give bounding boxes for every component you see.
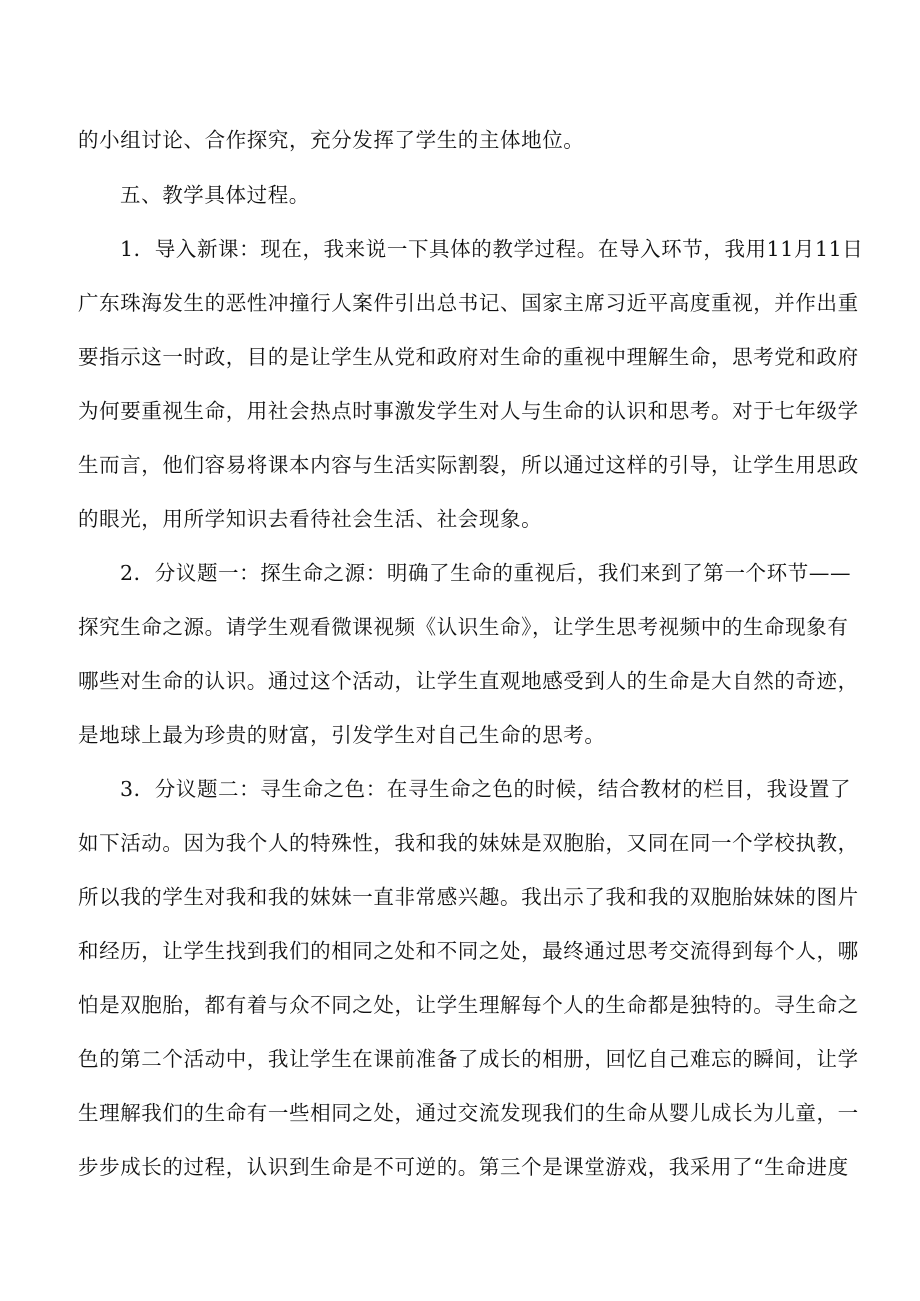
paragraph-line: 的眼光，用所学知识去看待社会生活、社会现象。	[78, 507, 543, 531]
paragraph-line: 1．导入新课：现在，我来说一下具体的教学过程。在导入环节，我用11月11日	[120, 237, 864, 261]
paragraph-line: 如下活动。因为我个人的特殊性，我和我的妹妹是双胞胎，又同在同一个学校执教，	[78, 831, 859, 855]
paragraph-line: 探究生命之源。请学生观看微课视频《认识生命》，让学生思考视频中的生命现象有	[78, 615, 849, 639]
paragraph-line: 为何要重视生命，用社会热点时事激发学生对人与生命的认识和思考。对于七年级学	[78, 399, 859, 423]
paragraph-line: 哪些对生命的认识。通过这个活动，让学生直观地感受到人的生命是大自然的奇迹，	[78, 669, 859, 693]
paragraph-line: 怕是双胞胎，都有着与众不同之处，让学生理解每个人的生命都是独特的。寻生命之	[78, 993, 859, 1017]
section-heading: 五、教学具体过程。	[120, 183, 310, 207]
paragraph-line: 和经历，让学生找到我们的相同之处和不同之处，最终通过思考交流得到每个人，哪	[78, 939, 859, 963]
paragraph-line: 生理解我们的生命有一些相同之处，通过交流发现我们的生命从婴儿成长为儿童，一	[78, 1101, 859, 1125]
paragraph-line: 广东珠海发生的恶性冲撞行人案件引出总书记、国家主席习近平高度重视，并作出重	[78, 291, 859, 315]
paragraph-line: 生而言，他们容易将课本内容与生活实际割裂，所以通过这样的引导，让学生用思政	[78, 453, 859, 477]
paragraph-line: 要指示这一时政，目的是让学生从党和政府对生命的重视中理解生命，思考党和政府	[78, 345, 859, 369]
paragraph-line: 是地球上最为珍贵的财富，引发学生对自己生命的思考。	[78, 723, 606, 747]
paragraph-line: 的小组讨论、合作探究，充分发挥了学生的主体地位。	[78, 128, 585, 152]
paragraph-line: 步步成长的过程，认识到生命是不可逆的。第三个是课堂游戏，我采用了“生命进度	[78, 1155, 849, 1179]
paragraph-line: 色的第二个活动中，我让学生在课前准备了成长的相册，回忆自己难忘的瞬间，让学	[78, 1047, 859, 1071]
paragraph-line: 所以我的学生对我和我的妹妹一直非常感兴趣。我出示了我和我的双胞胎妹妹的图片	[78, 885, 859, 909]
paragraph-line: 2．分议题一：探生命之源：明确了生命的重视后，我们来到了第一个环节——	[120, 561, 852, 585]
paragraph-line: 3．分议题二：寻生命之色：在寻生命之色的时候，结合教材的栏目，我设置了	[120, 777, 852, 801]
